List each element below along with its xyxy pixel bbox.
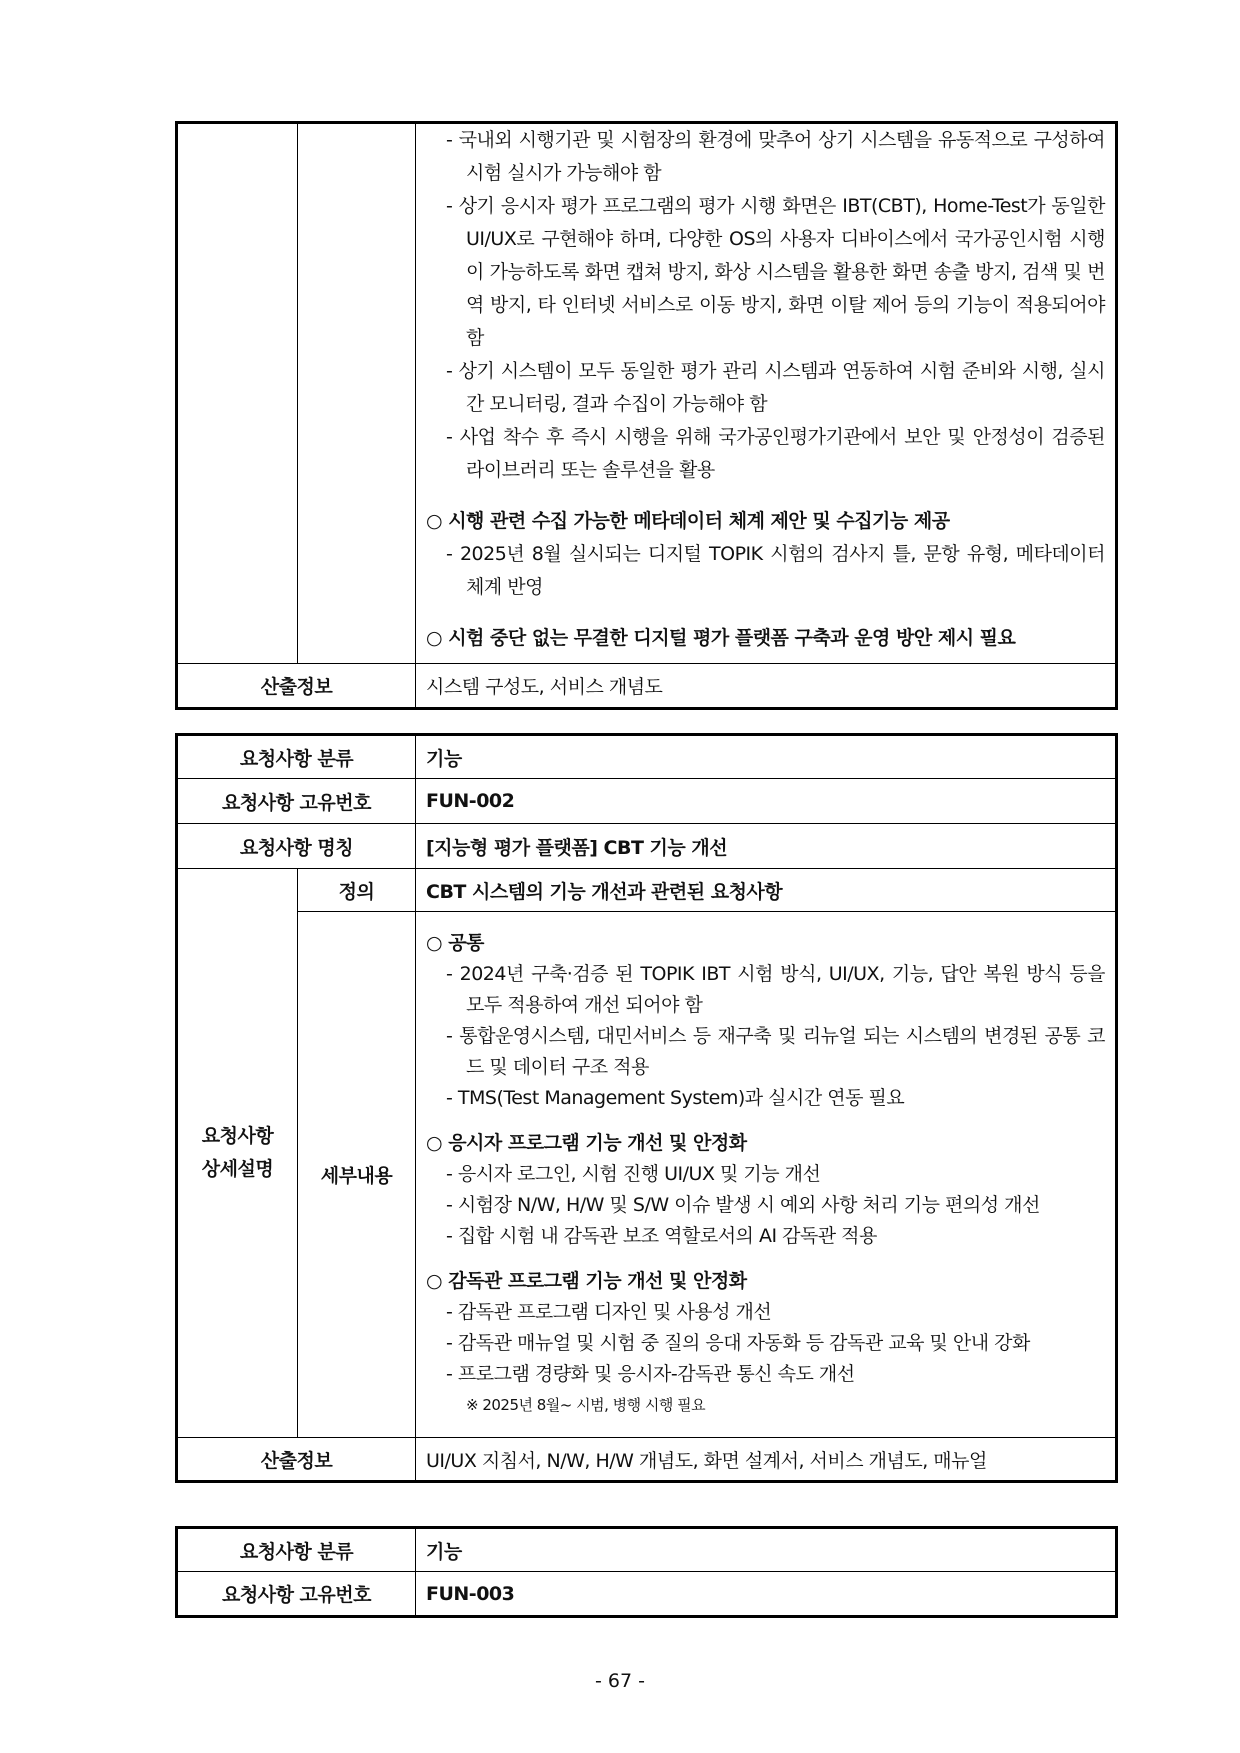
- output-label: 산출정보: [177, 664, 416, 709]
- section-title: ○ 시험 중단 없는 무결한 디지털 평가 플랫폼 구축과 운영 방안 제시 필요: [426, 627, 1016, 649]
- category-value: 기능: [416, 1528, 1117, 1572]
- output-value: 시스템 구성도, 서비스 개념도: [416, 664, 1117, 709]
- detail-item: - 2025년 8월 실시되는 디지털 TOPIK 시험의 검사지 틀, 문항 유형, 메타데이터 체계 반영: [446, 543, 1105, 598]
- detail-item: - 사업 착수 후 즉시 시행을 위해 국가공인평가기관에서 보안 및 안정성이 검증된 라이브러리 또는 솔루션을 활용: [446, 426, 1105, 481]
- detail-item: - 응시자 로그인, 시험 진행 UI/UX 및 기능 개선: [446, 1163, 821, 1185]
- detail-item: - 통합운영시스템, 대민서비스 등 재구축 및 리뉴얼 되는 시스템의 변경된 공통 코드 및 데이터 구조 적용: [446, 1025, 1105, 1078]
- requirement-table-fun-002: [175, 733, 1118, 1483]
- detail-item: - 상기 응시자 평가 프로그램의 평가 시행 화면은 IBT(CBT), Home-Test가 동일한 UI/UX로 구현해야 하며, 다양한 OS의 사용자 디바이스에서 국가공인시험 시행이 가능하도록 화면 캡쳐 방지, 화상 시스템을 활용한 화면 송출 방지, 검색 및 번역 방지, 타 인터넷 서비스로 이동 방지, 화면 이탈 제어 등의 기능이 적용되어야 함: [446, 195, 1105, 349]
- requirement-table-fun-003: [175, 1526, 1118, 1618]
- detail-item: - 감독관 프로그램 디자인 및 사용성 개선: [446, 1301, 772, 1323]
- detail-item: - 2024년 구축·검증 된 TOPIK IBT 시험 방식, UI/UX, 기능, 답안 복원 방식 등을 모두 적용하여 개선 되어야 함: [446, 963, 1105, 1016]
- category-label: 요청사항 분류: [177, 1528, 416, 1572]
- id-value: FUN-002: [416, 779, 1117, 824]
- detail-item: - 국내외 시행기관 및 시험장의 환경에 맞추어 상기 시스템을 유동적으로 구성하여 시험 실시가 가능해야 함: [446, 129, 1105, 184]
- empty-cell: [298, 123, 416, 664]
- detail-item: - 상기 시스템이 모두 동일한 평가 관리 시스템과 연동하여 시험 준비와 시행, 실시간 모니터링, 결과 수집이 가능해야 함: [446, 360, 1105, 415]
- section-title: ○ 시행 관련 수집 가능한 메타데이터 체계 제안 및 수집기능 제공: [426, 510, 950, 532]
- detail-item: - 프로그램 경량화 및 응시자-감독관 통신 속도 개선: [446, 1363, 855, 1385]
- page-number: - 67 -: [595, 1670, 645, 1692]
- section-title: ○ 감독관 프로그램 기능 개선 및 안정화: [426, 1270, 747, 1292]
- name-value: [지능형 평가 플랫폼] CBT 기능 개선: [416, 824, 1117, 869]
- section-title: ○ 응시자 프로그램 기능 개선 및 안정화: [426, 1132, 747, 1154]
- detail-label-line: 상세설명: [201, 1158, 274, 1180]
- detail-item: - 집합 시험 내 감독관 보조 역할로서의 AI 감독관 적용: [446, 1225, 877, 1247]
- category-value: 기능: [416, 735, 1117, 779]
- id-value: FUN-003: [416, 1572, 1117, 1617]
- details-label: 세부내용: [298, 912, 416, 1438]
- definition-value: CBT 시스템의 기능 개선과 관련된 요청사항: [416, 869, 1117, 912]
- detail-item: - TMS(Test Management System)과 실시간 연동 필요: [446, 1087, 905, 1109]
- id-label: 요청사항 고유번호: [177, 1572, 416, 1617]
- detail-label: [177, 869, 298, 1438]
- output-value: UI/UX 지침서, N/W, H/W 개념도, 화면 설계서, 서비스 개념도, 매뉴얼: [416, 1438, 1117, 1482]
- definition-label: 정의: [298, 869, 416, 912]
- empty-cell: [177, 123, 298, 664]
- output-label: 산출정보: [177, 1438, 416, 1482]
- category-label: 요청사항 분류: [177, 735, 416, 779]
- note: ※ 2025년 8월~ 시범, 병행 시행 필요: [466, 1396, 706, 1414]
- requirement-table-continued: [175, 121, 1118, 710]
- name-label: 요청사항 명칭: [177, 824, 416, 869]
- details-cell: [416, 123, 1117, 664]
- detail-item: - 감독관 매뉴얼 및 시험 중 질의 응대 자동화 등 감독관 교육 및 안내 강화: [446, 1332, 1030, 1354]
- section-title: ○ 공통: [426, 932, 484, 954]
- id-label: 요청사항 고유번호: [177, 779, 416, 824]
- detail-item: - 시험장 N/W, H/W 및 S/W 이슈 발생 시 예외 사항 처리 기능 편의성 개선: [446, 1194, 1040, 1216]
- detail-label-line: 요청사항: [201, 1125, 274, 1147]
- details-cell: [416, 912, 1117, 1438]
